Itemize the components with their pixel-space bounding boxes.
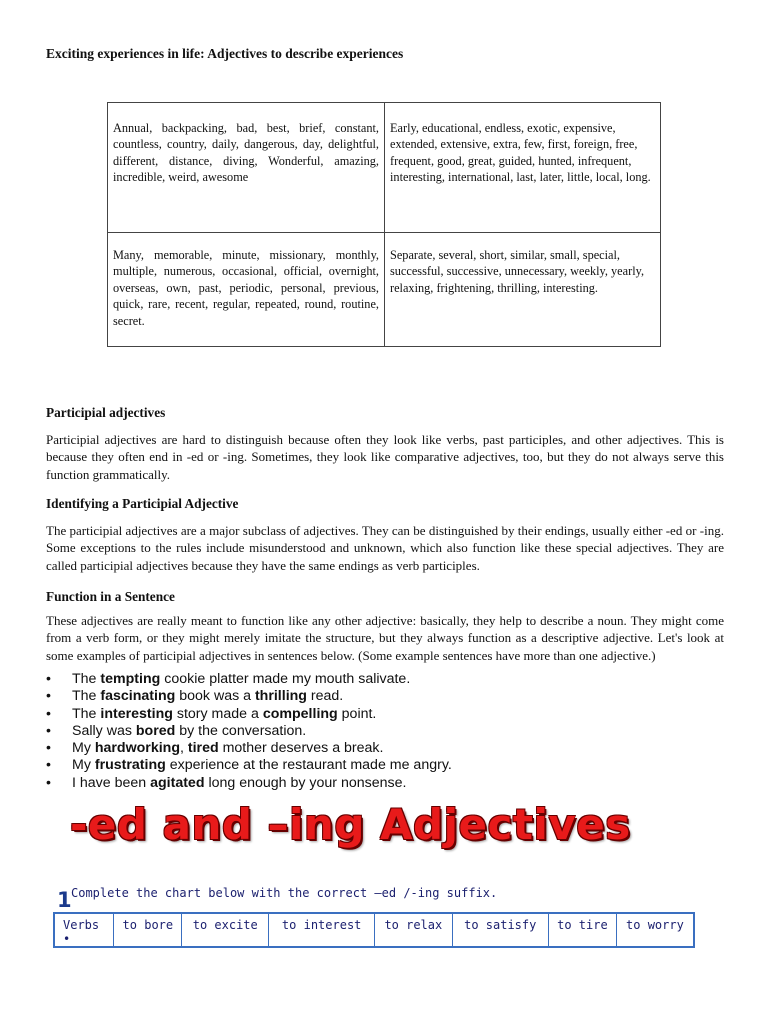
participial-adjective: bored [135,722,176,739]
list-item [46,671,452,688]
adjective-cell: Early, educational, endless, exotic, expensive, extended, extensive, extra, few, first, foreign, free, frequent, good, great, guided, hunted, infrequent, interesting, international, last, later, little, local, long. [385,103,661,233]
participial-adjective: thrilling [254,688,307,705]
list-item [46,723,452,740]
verb-chart-header-label: Verbs [63,918,100,932]
sentence-text: read. [306,688,344,705]
participial-adjective: compelling [262,705,338,722]
bullet-icon: • [46,722,51,739]
list-item [46,757,452,774]
sentence-text: The [72,705,101,722]
bullet-icon: • [46,774,51,791]
section-paragraph: The participial adjectives are a major subclass of adjectives. They can be distinguished by their endings, usually either -ed or -ing. Some exceptions to the rules include misunderstood and unknown, which also function like these special adjectives. They are called participial adjectives because they have the same endings as verb participles. [46,523,724,573]
bullet-icon: • [46,757,51,774]
participial-adjective: frustrating [94,757,166,774]
sentence-text: cookie platter made my mouth salivate. [160,671,411,687]
page-heading: Exciting experiences in life: Adjectives to describe experiences [46,46,404,61]
adjective-table [107,102,661,347]
list-item [46,740,452,757]
bullet-icon: • [63,932,71,946]
section-paragraph: These adjectives are really meant to function like any other adjective: basically, they help to describe a noun. They might come from a verb form, or they might merely imitate the structure, but they always function as a descriptive adjective. Let's look at some examples of participial adjectives in sentences below. (Some example sentences have more than one adjective.) [46,613,724,663]
verb-cell: to bore [114,914,182,946]
adjective-cell: Separate, several, short, similar, small, special, successful, successive, unnecessary, weekly, yearly, relaxing, frightening, thrilling, interesting. [385,233,661,347]
sentence-text: long enough by your nonsense. [204,774,407,791]
sentence-text: mother deserves a break. [218,740,384,757]
list-item [46,688,452,705]
sentence-text: by the conversation. [175,722,307,739]
participial-adjective: interesting [100,705,173,722]
participial-adjective: hardworking [94,740,180,757]
section-heading-identifying: Identifying a Participial Adjective [46,496,239,511]
sentence-text: The [72,688,101,705]
section-heading-participial: Participial adjectives [46,405,166,420]
bullet-icon: • [46,740,51,757]
section-paragraph: Participial adjectives are hard to distinguish because often they look like verbs, past participles, and other adjectives. This is because they often end in -ed or -ing. Sometimes, they look like comparative adjectives, too, but they do not always serve this function grammatically. [46,432,724,482]
verb-cell: to satisfy [453,914,549,946]
verb-cell: to excite [182,914,269,946]
sentence-text: book was a [175,688,255,705]
sentence-text: Sally was [72,722,136,739]
adjective-cell: Many, memorable, minute, missionary, monthly, multiple, numerous, occasional, official, overnight, overseas, own, past, periodic, personal, previous, quick, rare, recent, regular, repeated, round, routine, secret. [108,233,385,347]
verb-chart-header [55,914,114,946]
list-item [46,706,452,723]
exercise-number: 1 [57,888,72,912]
verb-cell: to interest [269,914,375,946]
bullet-icon: • [46,688,51,705]
participial-adjective: fascinating [100,688,176,705]
verb-cell: to tire [549,914,617,946]
bullet-icon: • [46,671,51,687]
sentence-text: I have been [72,774,151,791]
sentence-text: experience at the restaurant made me angry. [165,757,452,774]
exercise-banner-title: -ed and –ing Adjectives [70,800,631,849]
participial-adjective: tired [187,740,219,757]
example-sentence-list [46,671,452,792]
sentence-text: story made a [172,705,263,722]
verb-chart [53,912,695,948]
sentence-text: , [180,740,188,757]
sentence-text: point. [337,705,377,722]
sentence-text: The [72,671,101,687]
verb-cell: to worry [626,918,684,932]
participial-adjective: tempting [100,671,161,687]
adjective-cell: Annual, backpacking, bad, best, brief, constant, countless, country, daily, dangerous, day, delightful, different, distance, diving, Wonderful, amazing, incredible, weird, awesome [108,103,385,233]
list-item [46,775,452,792]
exercise-instruction: Complete the chart below with the correct –ed /-ing suffix. [71,886,498,900]
bullet-icon: • [46,705,51,722]
sentence-text: My [72,757,95,774]
participial-adjective: agitated [150,774,205,791]
sentence-text: My [72,740,95,757]
verb-cell: to relax [375,914,452,946]
section-heading-function: Function in a Sentence [46,589,175,604]
